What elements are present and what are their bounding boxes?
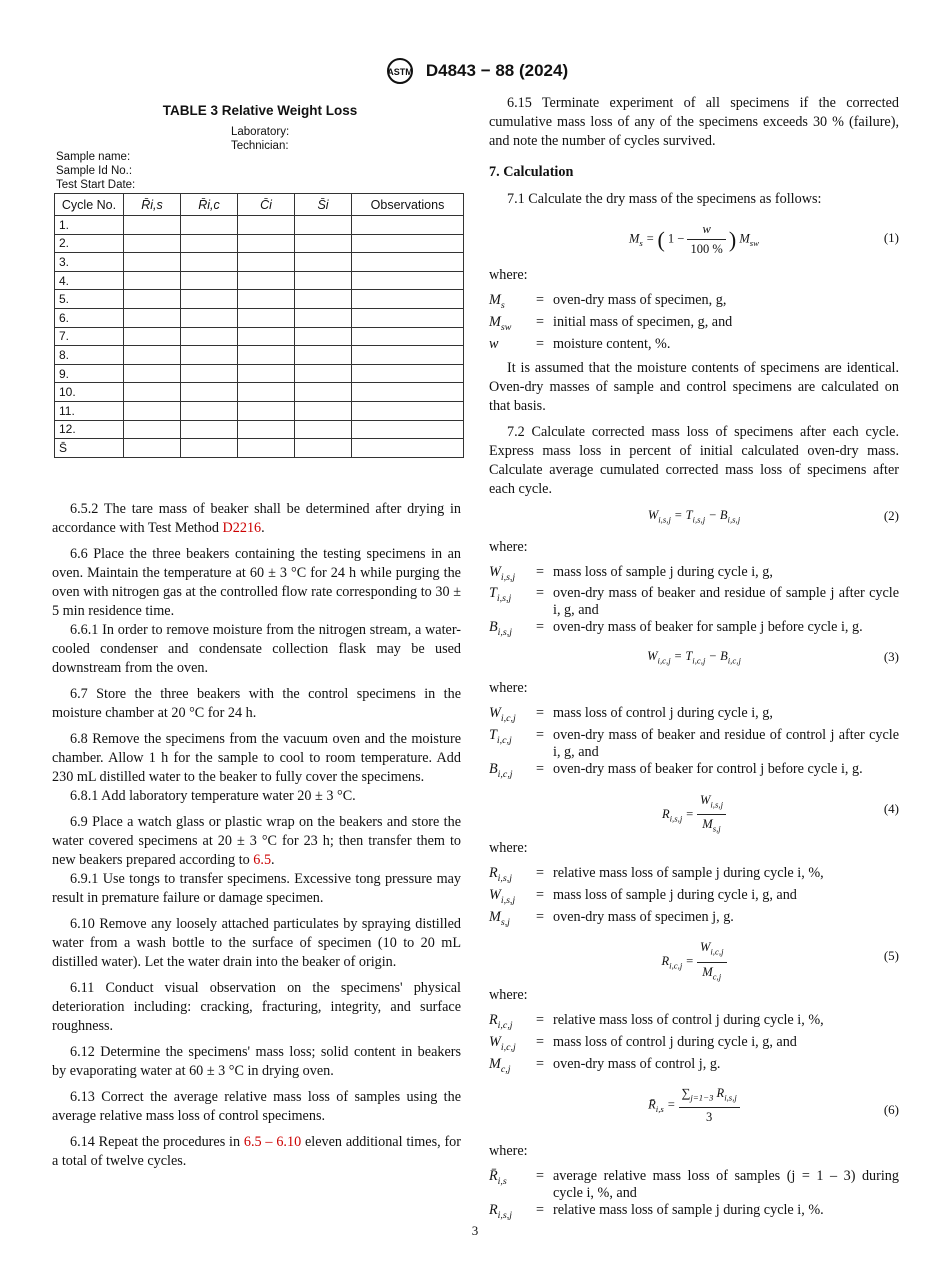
table-cell — [181, 346, 238, 365]
cycle-number-cell: 7. — [55, 327, 124, 346]
where-label: where: — [489, 987, 528, 1004]
definition-row: w = moisture content, %. — [489, 335, 671, 352]
col-header: Cycle No. — [55, 194, 124, 216]
definition-row: $W_{i,s,j}$ = mass loss of sample j during cycle i, g, and — [489, 886, 797, 906]
where-label: where: — [489, 680, 528, 697]
where-label: where: — [489, 1142, 528, 1159]
equation-number: (6) — [883, 1101, 899, 1117]
table-cell — [352, 234, 464, 253]
table-cell — [352, 383, 464, 402]
definitions-3 — [489, 705, 899, 783]
table-cell — [238, 420, 295, 439]
standard-designation: D4843 − 88 (2024) — [425, 61, 569, 80]
table-cell — [352, 216, 464, 235]
start-date-label: Test Start Date: — [56, 179, 136, 191]
para-6-12: 6.12 Determine the specimens' mass loss; solid content in beakers by evaporating water at 60 ± 3 °C in drying oven. — [52, 1044, 461, 1079]
cycle-number-cell: S̄ — [55, 439, 124, 458]
page-number: 3 — [471, 1223, 479, 1238]
table-cell — [295, 290, 352, 309]
equation-number: (1) — [883, 230, 899, 245]
para-7-2: 7.2 Calculate corrected mass loss of specimens after each cycle. Express mass loss in percent of initial calculated oven-dry mass. Calculate average cumulated corrected mass loss of specimens after each cycle. — [489, 423, 899, 497]
definition-row: $R̄_{i,s}$ = average relative mass loss of samples (j = 1 – 3) during cycle i, %, and — [489, 1167, 899, 1201]
definitions-1 — [489, 292, 899, 353]
para-6-7: 6.7 Store the three beakers with the control specimens in the moisture chamber at 20 °C for 24 h. — [52, 686, 461, 721]
equation-2: $W_{i,s,j} = T_{i,s,j} - B_{i,s,j}$ (2) — [647, 507, 899, 525]
para-6-8: 6.8 Remove the specimens from the vacuum oven and the moisture chamber. Allow 1 h for the sample to cool to room temperature. Add 230 mL distilled water to the beaker to fully cover the specimens. — [52, 731, 461, 785]
link-6-5-6-10[interactable]: 6.5 – 6.10 — [243, 1134, 302, 1150]
table-cell — [295, 216, 352, 235]
cycle-number-cell: 12. — [55, 420, 124, 439]
table-cell — [124, 234, 181, 253]
table-cell — [124, 383, 181, 402]
where-label: where: — [489, 538, 528, 555]
table-cell — [238, 327, 295, 346]
table-row — [55, 253, 464, 272]
definition-row: $M_{c,j}$ = oven-dry mass of control j, g. — [489, 1056, 721, 1075]
lab-block — [231, 125, 289, 153]
table-cell — [181, 420, 238, 439]
table-row — [55, 346, 464, 365]
cycle-number-cell: 6. — [55, 308, 124, 327]
table-cell — [295, 420, 352, 439]
equation-number: (5) — [883, 948, 899, 964]
table-cell — [124, 364, 181, 383]
table-cell — [295, 346, 352, 365]
table-cell — [238, 308, 295, 327]
table-row — [55, 439, 464, 458]
para-6-15: 6.15 Terminate experiment of all specimens if the corrected cumulative mass loss of any of the specimens exceeds 30 % (failure), and note the number of cycles survived. — [489, 95, 899, 149]
definition-row: $M_{s,j}$ = oven-dry mass of specimen j, g. — [489, 908, 734, 928]
table-cell — [352, 420, 464, 439]
table-cell — [124, 308, 181, 327]
table-cell — [124, 271, 181, 290]
table-row — [55, 216, 464, 235]
table-cell — [295, 383, 352, 402]
definition-row: $T_{i,c,j}$ = oven-dry mass of beaker and residue of control j after cycle i, g, and — [489, 727, 899, 761]
col-header: R̄i,s — [124, 194, 181, 216]
table-cell — [238, 290, 295, 309]
para-6-9: 6.9 Place a watch glass or plastic wrap on the beakers and store the water covered specimens at 20 ± 3 °C for 23 h; then transfer them to new beakers prepared according to 6.5. — [52, 814, 461, 868]
table-row — [55, 364, 464, 383]
cycle-number-cell: 10. — [55, 383, 124, 402]
astm-logo-text: ASTM — [387, 67, 413, 77]
table-cell — [352, 401, 464, 420]
table-row — [55, 271, 464, 290]
left-column — [52, 500, 461, 1178]
definition-row: $W_{i,s,j}$ = mass loss of sample j during cycle i, g, — [489, 563, 773, 583]
col-header: S̄i — [295, 194, 352, 216]
table-cell — [295, 253, 352, 272]
table-cell — [181, 383, 238, 402]
table-row — [55, 234, 464, 253]
equation-3: $W_{i,c,j} = T_{i,c,j} - B_{i,c,j}$ (3) — [647, 649, 899, 666]
para-6-6-1: 6.6.1 In order to remove moisture from the nitrogen stream, a water-cooled condenser and condensate collection flask may be used downstream from the oven. — [52, 622, 461, 676]
table-cell — [124, 401, 181, 420]
definition-row: $R_{i,c,j}$ = relative mass loss of control j during cycle i, %, — [489, 1012, 824, 1032]
table-cell — [295, 439, 352, 458]
table-cell — [238, 439, 295, 458]
definitions-2 — [489, 564, 899, 642]
table-cell — [124, 420, 181, 439]
table-cell — [238, 216, 295, 235]
table-cell — [181, 290, 238, 309]
link-d2216[interactable]: D2216 — [222, 520, 262, 536]
col-header: Observations — [352, 194, 464, 216]
table-cell — [295, 327, 352, 346]
laboratory-label: Laboratory: — [231, 126, 290, 138]
equation-1: $M_s$ = ( 1 − $\frac{w}{100 \%}$ ) $M_{sw}$ (1) — [628, 222, 899, 256]
definitions-4 — [489, 865, 899, 930]
cycle-number-cell: 4. — [55, 271, 124, 290]
definition-row: $R_{i,s,j}$ = relative mass loss of sample j during cycle i, %. — [489, 1201, 824, 1221]
equation-number: (3) — [883, 649, 899, 665]
table-cell — [352, 346, 464, 365]
table-row — [55, 383, 464, 402]
table-cell — [295, 271, 352, 290]
definition-row: $W_{i,c,j}$ = mass loss of control j during cycle i, g, and — [489, 1034, 797, 1054]
table-title: TABLE 3 Relative Weight Loss — [162, 103, 358, 118]
technician-label: Technician: — [231, 140, 289, 152]
table-cell — [352, 253, 464, 272]
where-label: where: — [489, 267, 528, 283]
definition-row: $B_{i,c,j}$ = oven-dry mass of beaker for control j before cycle i, g. — [489, 761, 863, 780]
table-cell — [238, 271, 295, 290]
cycle-number-cell: 11. — [55, 401, 124, 420]
para-assumption: It is assumed that the moisture contents of specimens are identical. Oven-dry masses of sample and control specimens are calculated on that basis. — [489, 359, 899, 414]
table-cell — [181, 271, 238, 290]
table-cell — [238, 383, 295, 402]
table-row — [55, 401, 464, 420]
table-cell — [124, 253, 181, 272]
table-row — [55, 420, 464, 439]
table-cell — [238, 364, 295, 383]
link-6-5[interactable]: 6.5 — [253, 852, 272, 868]
definitions-6 — [489, 1168, 899, 1224]
table-cell — [352, 364, 464, 383]
table-cell — [295, 364, 352, 383]
definition-row: $R_{i,s,j}$ = relative mass loss of sample j during cycle i, %, — [489, 864, 824, 884]
table-cell — [124, 290, 181, 309]
definition-row: $W_{i,c,j}$ = mass loss of control j during cycle i, g, — [489, 705, 773, 725]
where-label: where: — [489, 839, 528, 856]
table-row — [55, 327, 464, 346]
sample-name-label: Sample name: — [56, 151, 131, 163]
para-6-14: 6.14 Repeat the procedures in 6.5 – 6.10 eleven additional times, for a total of twelve cycles. — [52, 1134, 461, 1169]
table-cell — [238, 346, 295, 365]
table-cell — [295, 401, 352, 420]
astm-logo-icon — [382, 56, 418, 86]
sample-block — [56, 150, 135, 192]
relative-weight-loss-table — [54, 193, 464, 458]
table-cell — [352, 308, 464, 327]
table-cell — [181, 439, 238, 458]
definition-row: $T_{i,s,j}$ = oven-dry mass of beaker and residue of sample j after cycle i, g, and — [489, 585, 899, 619]
table-cell — [352, 327, 464, 346]
table-cell — [124, 327, 181, 346]
table-cell — [238, 401, 295, 420]
table-cell — [238, 253, 295, 272]
col-header: R̄i,c — [181, 194, 238, 216]
para-6-5-2: 6.5.2 The tare mass of beaker shall be determined after drying in accordance with Test Method D2216. — [52, 501, 461, 536]
definition-row: $B_{i,s,j}$ = oven-dry mass of beaker for sample j before cycle i, g. — [489, 619, 863, 639]
table-cell — [181, 364, 238, 383]
table-cell — [295, 308, 352, 327]
equation-number: (4) — [883, 800, 899, 816]
table-cell — [181, 216, 238, 235]
cycle-number-cell: 5. — [55, 290, 124, 309]
equation-4: $R_{i,s,j}$ = $\frac{W_{i,s,j}}{M_{s,j}}$ (4) — [661, 792, 899, 834]
table-cell — [181, 234, 238, 253]
table-cell — [352, 290, 464, 309]
table-cell — [352, 439, 464, 458]
definitions-5 — [489, 1012, 899, 1077]
col-header: C̄i — [238, 194, 295, 216]
page-header — [0, 56, 950, 86]
section-heading: 7. Calculation — [489, 164, 574, 180]
equation-6: $R̄_{i,s}$ = $\frac{\sum_{j=1-3} R_{i,s,j}}{3}$ (6) — [648, 1085, 899, 1125]
right-column — [489, 94, 899, 1230]
cycle-number-cell: 8. — [55, 346, 124, 365]
table-cell — [352, 271, 464, 290]
table-cell — [181, 327, 238, 346]
table-cell — [124, 346, 181, 365]
para-6-6: 6.6 Place the three beakers containing the testing specimens in an oven. Maintain the temperature at 60 ± 3 °C for 24 h while purging the oven with nitrogen gas at the controlled flow rate corresponding to 30 ± 5 min residence time. — [52, 546, 461, 619]
para-6-8-1: 6.8.1 Add laboratory temperature water 20 ± 3 °C. — [70, 788, 356, 804]
cycle-number-cell: 3. — [55, 253, 124, 272]
table-row — [55, 290, 464, 309]
cycle-number-cell: 2. — [55, 234, 124, 253]
table-cell — [124, 216, 181, 235]
table-cell — [295, 234, 352, 253]
para-6-13: 6.13 Correct the average relative mass loss of samples using the average relative mass loss of control specimens. — [52, 1089, 461, 1124]
definition-row: $M_{sw}$ = initial mass of specimen, g, and — [489, 313, 733, 333]
table-cell — [181, 253, 238, 272]
table-cell — [238, 234, 295, 253]
table-cell — [181, 308, 238, 327]
table-row — [55, 308, 464, 327]
sample-id-label: Sample Id No.: — [56, 165, 133, 177]
table-cell — [124, 439, 181, 458]
equation-number: (2) — [883, 507, 899, 523]
table-cell — [181, 401, 238, 420]
para-7-1: 7.1 Calculate the dry mass of the specimens as follows: — [507, 191, 822, 207]
para-6-11: 6.11 Conduct visual observation on the specimens' physical deterioration including: cracking, fracturing, integrity, and surface roughness. — [52, 980, 461, 1034]
para-6-9-1: 6.9.1 Use tongs to transfer specimens. Excessive tong pressure may result in premature failure or damage specimen. — [52, 871, 461, 906]
definition-row: $M_s$ = oven-dry mass of specimen, g, — [489, 292, 727, 311]
para-6-10: 6.10 Remove any loosely attached particulates by spraying distilled water from a wash bottle to the surface of specimen (10 to 20 mL distilled water). Let the water drain into the beaker of origin. — [52, 916, 461, 970]
cycle-number-cell: 9. — [55, 364, 124, 383]
equation-5: $R_{i,c,j}$ = $\frac{W_{i,c,j}}{M_{c,j}}$ (5) — [661, 940, 899, 982]
table-header-row — [55, 194, 464, 216]
cycle-number-cell: 1. — [55, 216, 124, 235]
